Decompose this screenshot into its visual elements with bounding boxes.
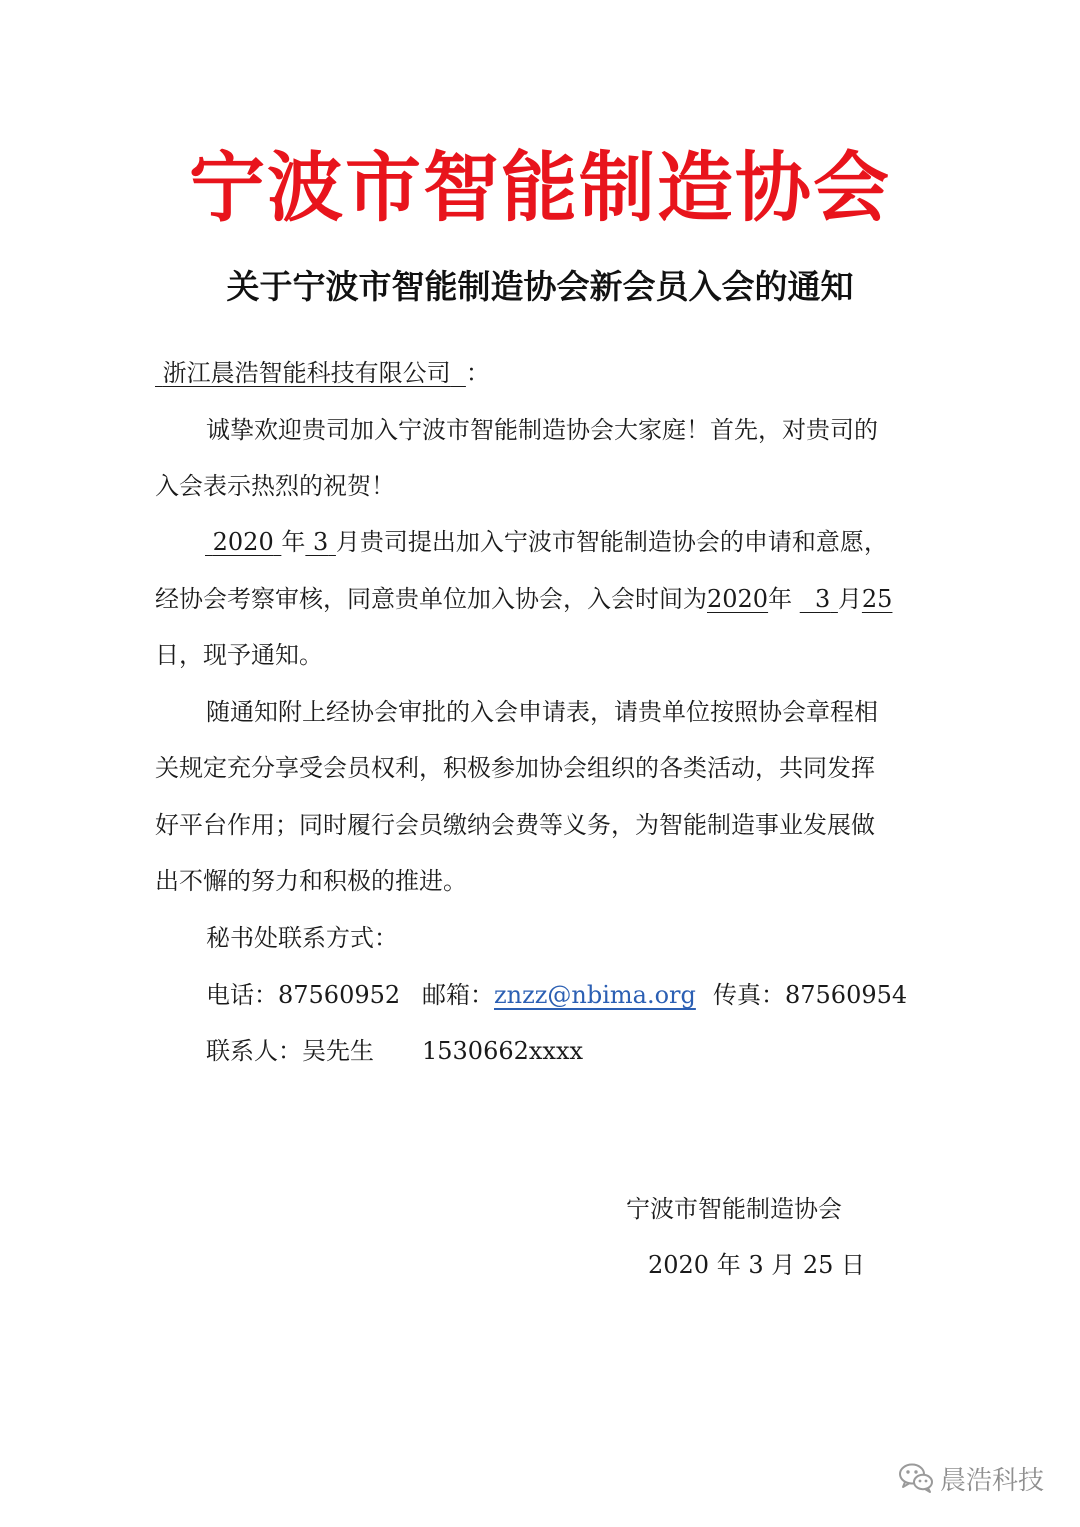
- contact-person-line: [206, 1031, 374, 1071]
- join-month: 3: [814, 585, 831, 613]
- paragraph-1-line-1: 诚挚欢迎贵司加入宁波市智能制造协会大家庭！首先，对贵司的: [206, 416, 878, 444]
- paragraph-2-line-2-text: 经协会考察审核，同意贵单位加入协会，入会时间为: [155, 585, 707, 613]
- recipient-suffix: ：: [465, 359, 490, 387]
- request-year-unit: 年: [281, 528, 306, 556]
- join-day: 25: [861, 585, 893, 613]
- doc-title: 关于宁波市智能制造协会新会员入会的通知: [226, 267, 854, 306]
- watermark-text: 晨浩科技: [940, 1465, 1045, 1496]
- phone-label: 电话：: [206, 981, 278, 1009]
- paragraph-3-line-4: 出不懈的努力和积极的推进。: [155, 867, 467, 895]
- contact-phone-line: [206, 975, 400, 1015]
- request-month: 3: [313, 528, 329, 556]
- join-month-unit: 月: [837, 585, 862, 613]
- contact-email-line: [422, 975, 696, 1015]
- request-year: 2020: [212, 528, 274, 556]
- paragraph-3-line-2: 关规定充分享受会员权利，积极参加协会组织的各类活动，共同发挥: [155, 754, 875, 782]
- fax-number: 87560954: [785, 981, 908, 1009]
- recipient-name: 浙江晨浩智能科技有限公司: [162, 359, 451, 387]
- paragraph-2-line-1: [205, 522, 888, 562]
- contact-heading: 秘书处联系方式：: [206, 924, 398, 952]
- email-link[interactable]: znzz@nbima.org: [494, 981, 696, 1009]
- recipient-line: [155, 353, 490, 393]
- paragraph-2-line-2: [155, 579, 892, 619]
- paragraph-3-line-3: 好平台作用；同时履行会员缴纳会费等义务，为智能制造事业发展做: [155, 811, 875, 839]
- signature-date: 2020 年 3 月 25 日: [648, 1251, 866, 1279]
- contact-fax-line: [713, 975, 907, 1015]
- person-name: 吴先生: [302, 1037, 374, 1065]
- paragraph-2-line-3: 日，现予通知。: [155, 641, 323, 669]
- paragraph-3-line-1: 随通知附上经协会审批的入会申请表，请贵单位按照协会章程相: [206, 698, 878, 726]
- contact-mobile: 1530662xxxx: [422, 1037, 584, 1065]
- paragraph-1-line-2: 入会表示热烈的祝贺！: [155, 472, 395, 500]
- phone-number: 87560952: [278, 981, 401, 1009]
- email-label: 邮箱：: [422, 981, 494, 1009]
- paragraph-2-rest: 月贵司提出加入宁波市智能制造协会的申请和意愿，: [335, 528, 888, 556]
- join-year: 2020: [707, 585, 769, 613]
- wechat-icon: [898, 1462, 934, 1494]
- org-header: 宁波市智能制造协会: [189, 143, 891, 232]
- person-label: 联系人：: [206, 1037, 302, 1065]
- fax-label: 传真：: [713, 981, 785, 1009]
- signature-org: 宁波市智能制造协会: [626, 1195, 842, 1223]
- join-year-unit: 年: [768, 585, 793, 613]
- watermark: [898, 1456, 1044, 1500]
